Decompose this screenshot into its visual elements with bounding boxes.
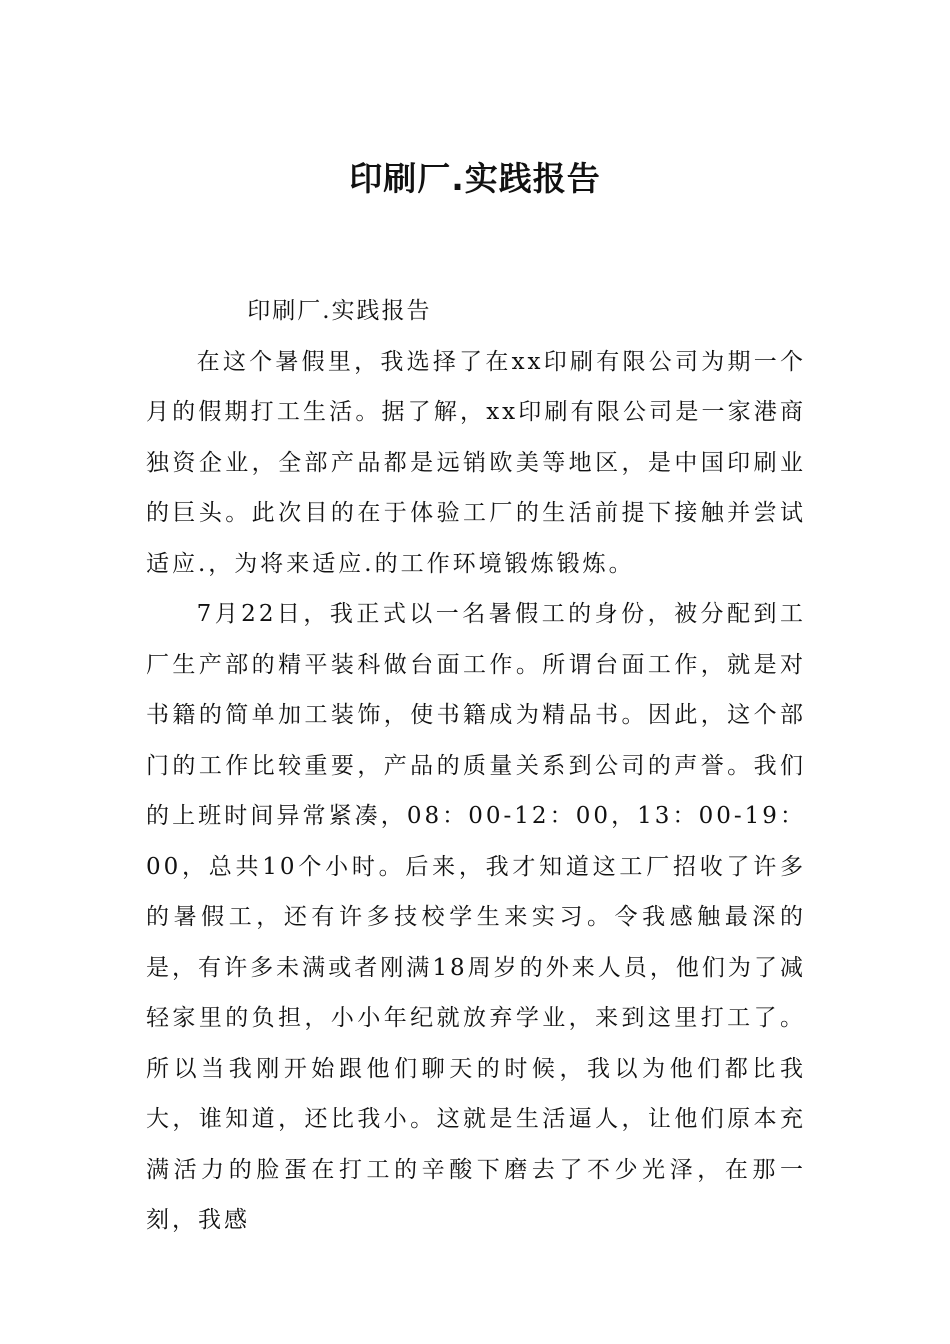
paragraph-1: 在这个暑假里，我选择了在xx印刷有限公司为期一个月的假期打工生活。据了解，xx印刷有限公司是一家港商独资企业，全部产品都是远销欧美等地区，是中国印刷业的巨头。此次目的在于体验工厂的生活前提下接触并尝试适应.，为将来适应.的工作环境锻炼锻炼。 [146, 348, 806, 577]
document-title: 印刷厂.实践报告 [349, 159, 601, 198]
document-body [146, 286, 806, 1246]
document-subtitle: 印刷厂.实践报告 [247, 298, 432, 324]
paragraph-2: 7月22日，我正式以一名暑假工的身份，被分配到工厂生产部的精平装科做台面工作。所谓台面工作，就是对书籍的简单加工装饰，使书籍成为精品书。因此，这个部门的工作比较重要，产品的质量关系到公司的声誉。我们的上班时间异常紧凑，08：00-12：00，13：00-19：00，总共10个小时。后来，我才知道这工厂招收了许多的暑假工，还有许多技校学生来实习。令我感触最深的是，有许多未满或者刚满18周岁的外来人员，他们为了减轻家里的负担，小小年纪就放弃学业，来到这里打工了。所以当我刚开始跟他们聊天的时候，我以为他们都比我大，谁知道，还比我小。这就是生活逼人，让他们原本充满活力的脸蛋在打工的辛酸下磨去了不少光泽，在那一刻，我感 [146, 601, 806, 1233]
